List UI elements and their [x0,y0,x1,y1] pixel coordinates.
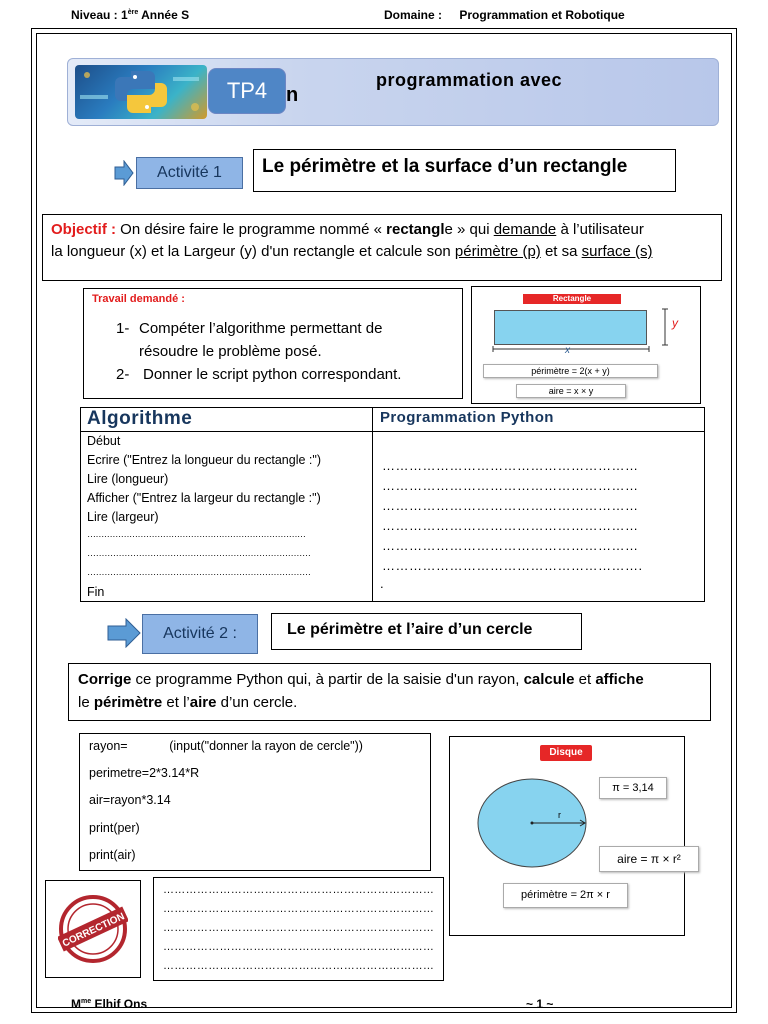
disque-aire-formula: aire = π × r² [599,846,699,872]
rectangle-aire-formula: aire = x × y [516,384,626,398]
rectangle-x-label: x [565,345,570,356]
author-name: Elhif Ons [91,997,148,1011]
algo-line: Lire (longueur) [87,472,169,486]
niveau-label: Niveau : 1 [71,8,128,22]
stamp-text: CORRECTION [60,911,127,950]
niveau-header [71,8,189,22]
travail-item-1-number: 1- [116,320,130,337]
objectif-surface: surface (s) [581,243,653,260]
code-line: print(air) [89,848,136,862]
activite-1-title: Le périmètre et la surface d’un rectangle [253,149,676,192]
python-blank-line: ………………………………………………… [382,518,639,533]
rectangle-shape [494,310,647,345]
domaine-header [384,8,625,22]
rectangle-perimetre-formula: périmètre = 2(x + y) [483,364,658,378]
python-blank-line: …………………………………………………. [382,558,643,573]
disque-pi-formula: π = 3,14 [599,777,667,799]
algo-blank-line: …………………………………………………………………… [87,567,311,577]
algo-line: Ecrire ("Entrez la longueur du rectangle :") [87,453,321,467]
python-blank-line: ………………………………………………… [382,538,639,553]
domaine-value: Programmation et Robotique [459,8,625,22]
author-prefix: M [71,997,81,1011]
objectif-text-3: à l’utilisateur [556,221,644,238]
algo-line: Afficher ("Entrez la largeur du rectangle :") [87,491,321,505]
answer-blank-line: ……………………………………………………………… [163,941,435,953]
python-header: Programmation Python [380,409,554,426]
objectif-text-2: » qui [452,221,494,238]
code-line: print(per) [89,821,140,835]
height-arrow-icon [662,308,668,346]
disque-badge: Disque [540,745,592,761]
objectif-program-name-tail: e [444,221,453,238]
corrige-word-5: aire [189,694,217,711]
circle-shape [476,777,588,869]
answer-blank-line: ……………………………………………………………… [163,903,435,915]
objectif-perimetre: périmètre (p) [454,243,541,260]
domaine-label: Domaine : [384,8,443,22]
correction-stamp-icon [58,886,128,972]
code-line: perimetre=2*3.14*R [89,766,200,780]
algo-blank-line: …………………………………………………………………… [87,548,311,558]
travail-item-2-number: 2- [116,366,130,383]
banner-title: programmation avec [376,70,563,90]
corrige-text-2: et [574,671,596,688]
width-arrow-icon [492,346,650,352]
python-blank-line: ………………………………………………… [382,478,639,493]
footer-author [71,997,147,1011]
answer-blank-line: ……………………………………………………………… [163,960,435,972]
objectif-program-name: rectangl [386,221,445,238]
corrige-word-2: calcule [523,671,575,688]
activite-2-title: Le périmètre et l’aire d’un cercle [271,613,582,650]
corrige-text-1: ce programme Python qui, à partir de la saisie d'un rayon, [131,671,524,688]
code-line: rayon= (input("donner la rayon de cercle")) [89,739,363,753]
table-divider [372,407,373,602]
algo-blank-line: …………………………………………………………………… [87,529,306,539]
rectangle-y-label: y [672,316,678,330]
rectangle-badge: Rectangle [523,294,621,304]
algo-line: Début [87,434,121,448]
objectif-demande: demande [493,221,557,238]
code-line: air=rayon*3.14 [89,793,171,807]
activite-1-label: Activité 1 [136,157,243,189]
banner-hidden-letter: n [286,84,299,106]
activite-2-label: Activité 2 : [142,614,258,654]
algo-line: Fin [87,585,105,599]
objectif-box [42,214,722,281]
python-logo-image [75,65,207,119]
disque-r-label: r [558,810,561,820]
table-header-line [80,431,705,432]
objectif-text-1: On désire faire le programme nommé « [116,221,387,238]
corrige-box [68,663,711,721]
travail-item-1-line-2: résoudre le problème posé. [139,343,322,360]
python-blank-line: ………………………………………………… [382,458,639,473]
niveau-rest: Année S [138,8,190,22]
answer-blank-line: ……………………………………………………………… [163,922,435,934]
corrige-text-5: d’un cercle. [216,694,298,711]
arrow-right-icon [114,160,134,186]
objectif-text-4: la longueur (x) et la Largeur (y) d'un rectangle et calcule son [51,243,455,260]
tp-badge: TP4 [208,68,286,114]
python-blank-line: . [380,576,385,591]
algorithme-header: Algorithme [87,408,193,429]
corrige-word-1: Corrige [78,671,132,688]
corrige-text-4: et l’ [162,694,190,711]
niveau-sup: ère [127,9,139,16]
python-blank-line: ………………………………………………… [382,498,639,513]
footer-page-number: ~ 1 ~ [526,997,554,1011]
author-sup: me [81,998,92,1005]
disque-perimetre-formula: périmètre = 2π × r [503,883,628,908]
algo-line: Lire (largeur) [87,510,159,524]
corrige-word-3: affiche [595,671,644,688]
objectif-label: Objectif : [51,221,117,238]
travail-item-1-line-1: Compéter l’algorithme permettant de [139,320,383,337]
corrige-word-4: périmètre [93,694,163,711]
travail-title: Travail demandé : [92,293,185,305]
arrow-right-icon [107,618,141,648]
corrige-text-3: le [78,694,94,711]
answer-blank-line: ……………………………………………………………… [163,884,435,896]
travail-item-2: Donner le script python correspondant. [143,366,402,383]
objectif-text-5: et sa [540,243,582,260]
